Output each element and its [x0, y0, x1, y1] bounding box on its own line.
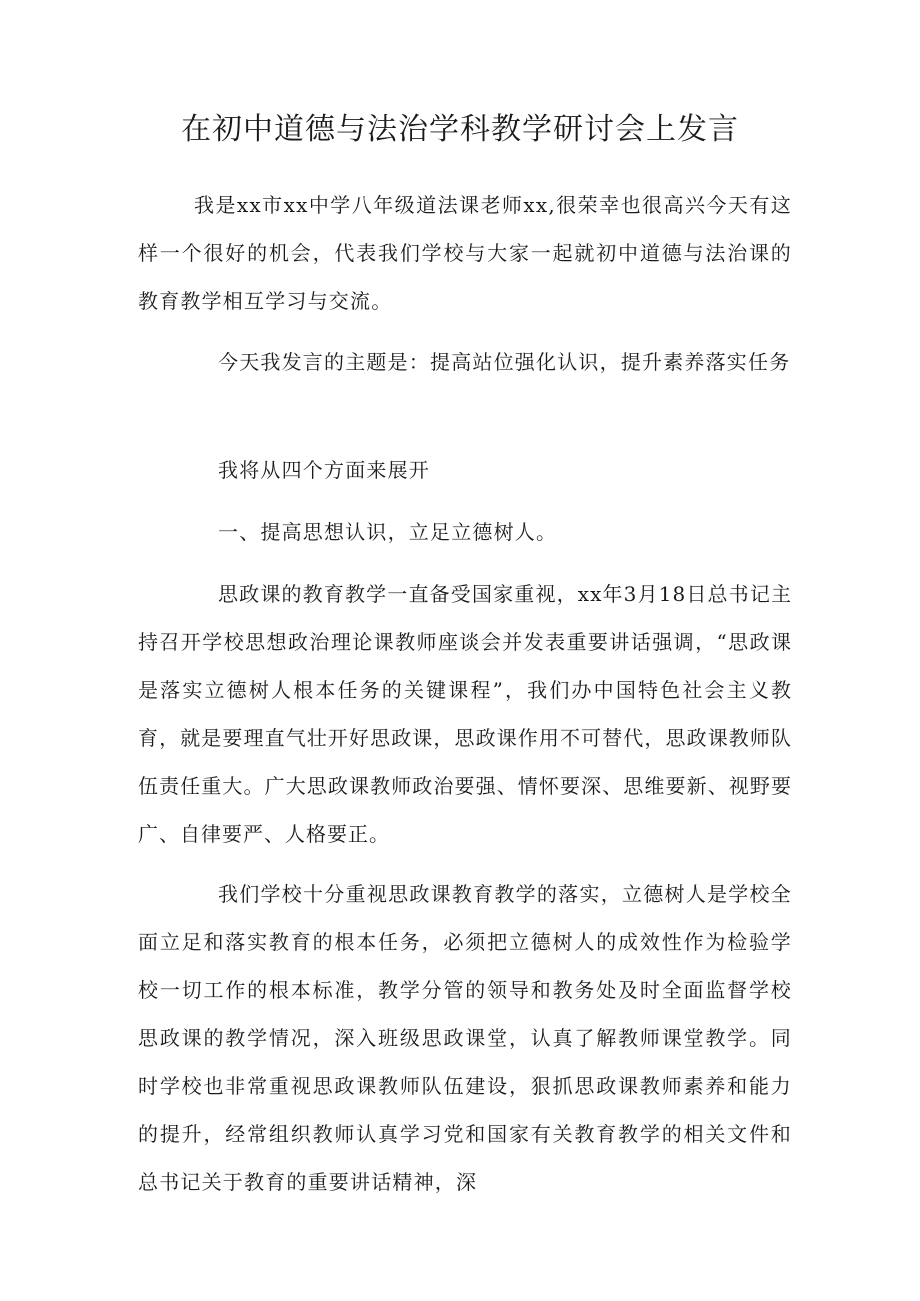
- intro-paragraph: 我是xx市xx中学八年级道法课老师xx,很荣幸也很高兴今天有这样一个很好的机会，代表我们学校与大家一起就初中道德与法治课的教育教学相互学习与交流。: [138, 193, 792, 313]
- theme-paragraph: 今天我发言的主题是：提高站位强化认识，提升素养落实任务: [218, 350, 791, 374]
- document-title: 在初中道德与法治学科教学研讨会上发言: [181, 112, 739, 147]
- plan-paragraph: 我将从四个方面来展开: [218, 458, 430, 482]
- section-heading-1: 一、提高思想认识，立足立德树人。: [218, 520, 558, 544]
- body-paragraph-1: 思政课的教育教学一直备受国家重视，xx年3月18日总书记主持召开学校思想政治理论课教师座谈会并发表重要讲话强调，“思政课是落实立德树人根本任务的关键课程”，我们办中国特色社会主义教育，就是要理直气壮开好思政课，思政课作用不可替代，思政课教师队伍责任重大。广大思政课教师政治要强、情怀要深、思维要新、视野要广、自律要严、人格要正。: [138, 582, 792, 846]
- body-paragraph-2: 我们学校十分重视思政课教育教学的落实，立德树人是学校全面立足和落实教育的根本任务，必须把立德树人的成效性作为检验学校一切工作的根本标准，教学分管的领导和教务处及时全面监督学校思政课的教学情况，深入班级思政课堂，认真了解教师课堂教学。同时学校也非常重视思政课教师队伍建设，狠抓思政课教师素养和能力的提升，经常组织教师认真学习党和国家有关教育教学的相关文件和总书记关于教育的重要讲话精神，深: [138, 882, 792, 1194]
